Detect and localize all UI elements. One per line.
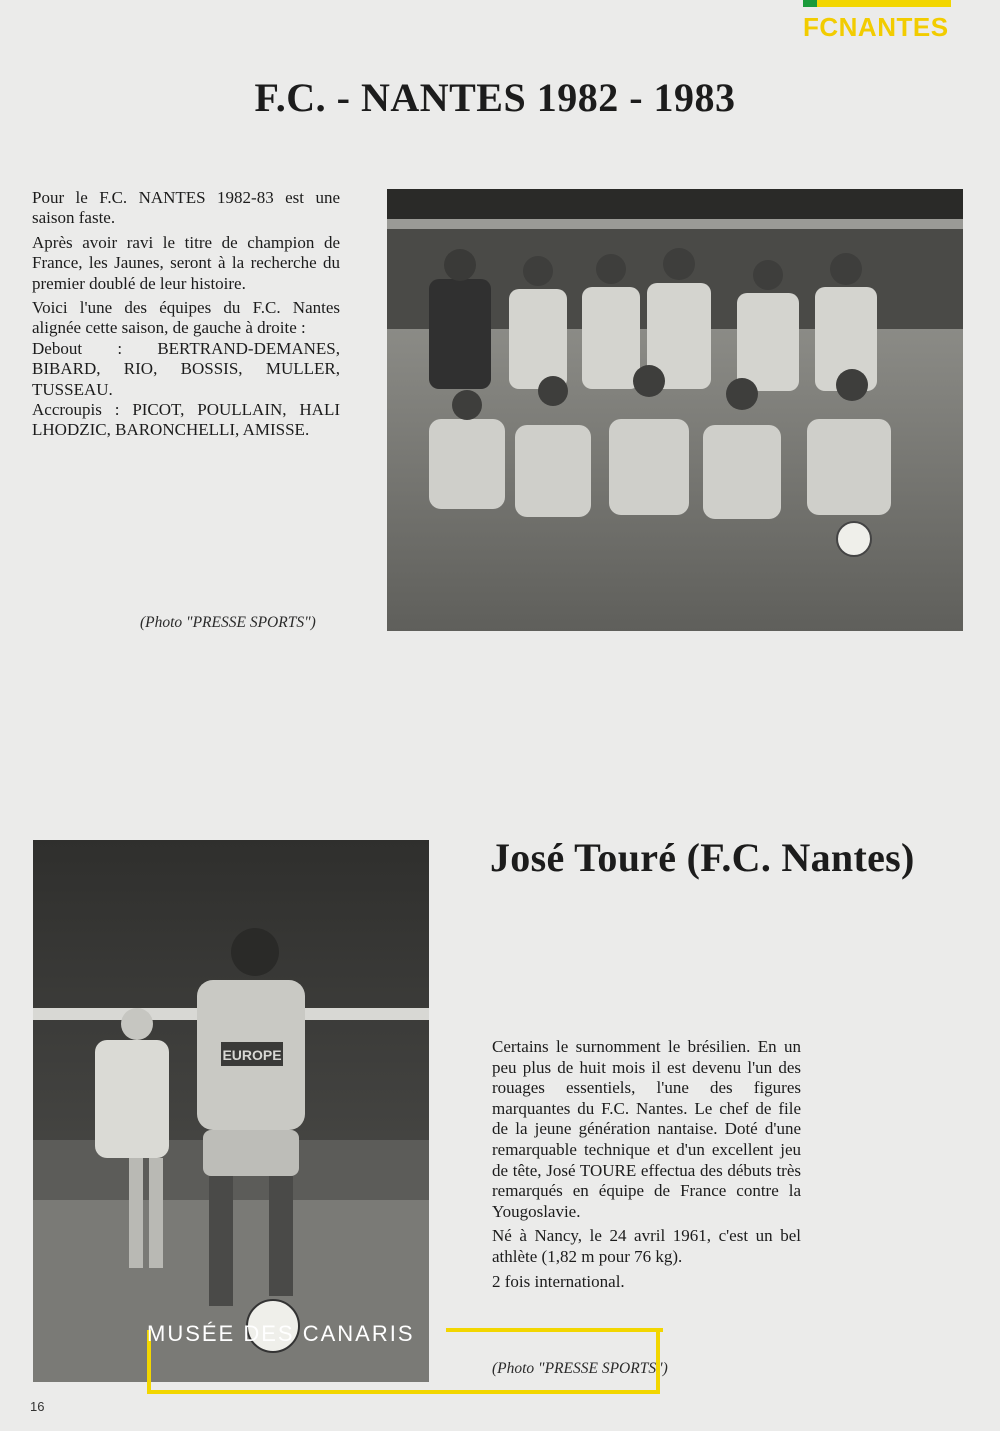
team-photo <box>387 189 963 631</box>
intro-paragraph: Accroupis : PICOT, POULLAIN, HALI LHODZIC, BARONCHELLI, AMISSE. <box>32 400 340 440</box>
page-number: 16 <box>30 1399 45 1414</box>
player-bio <box>492 1037 801 1296</box>
museum-label: MUSÉE DES CANARIS <box>147 1321 415 1346</box>
intro-text <box>32 188 340 445</box>
page-title: F.C. - NANTES 1982 - 1983 <box>254 75 736 120</box>
intro-paragraph: Pour le F.C. NANTES 1982-83 est une saison faste. <box>32 188 340 228</box>
player-photo-image <box>33 840 429 1382</box>
brand-stripe-yellow <box>803 0 951 7</box>
bio-paragraph: 2 fois international. <box>492 1271 625 1291</box>
team-photo-caption: (Photo "PRESSE SPORTS") <box>140 614 316 631</box>
intro-paragraph: Après avoir ravi le titre de champion de France, les Jaunes, seront à la recherche du premier doublé de leur histoire. <box>32 232 340 293</box>
brand-stripe-green <box>803 0 817 7</box>
bio-paragraph: Certains le surnomment le brésilien. En un peu plus de huit mois il est devenu l'un des rouages essentiels, l'une des figures marquantes du F.C. Nantes. Le chef de file de la jeune génération nantaise. Doté d'une remarquable technique et d'un excellent jeu de tête, José TOURE effectua des débuts très remarqués en équipe de France contre la Yougoslavie. <box>492 1037 801 1221</box>
brand-logo-text: FCNANTES <box>803 12 949 42</box>
intro-paragraph: Debout : BERTRAND-DEMANES, BIBARD, RIO, BOSSIS, MULLER, TUSSEAU. <box>32 338 340 399</box>
player-photo-caption: (Photo "PRESSE SPORTS") <box>492 1360 668 1377</box>
bio-paragraph: Né à Nancy, le 24 avril 1961, c'est un bel athlète (1,82 m pour 76 kg). <box>492 1226 801 1266</box>
player-heading: José Touré (F.C. Nantes) <box>490 835 915 880</box>
player-shirt-text: EUROPE <box>222 1047 282 1063</box>
intro-paragraph: Voici l'une des équipes du F.C. Nantes alignée cette saison, de gauche à droite : <box>32 298 340 338</box>
player-photo <box>33 840 429 1382</box>
team-photo-image <box>387 189 963 631</box>
